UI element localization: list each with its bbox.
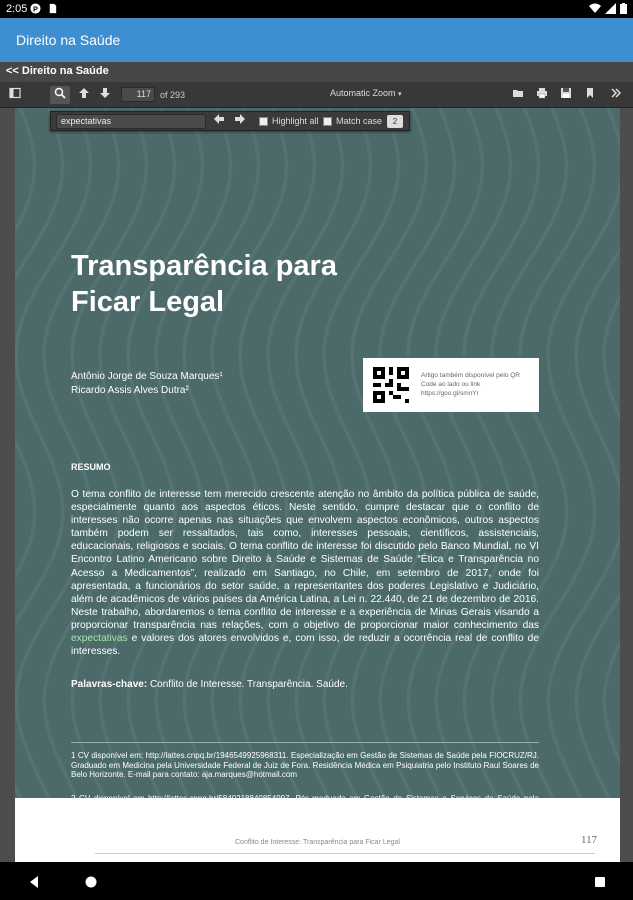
dropdown-arrow-icon: ▾ [398, 91, 402, 98]
app-notification-icon [30, 3, 41, 14]
find-button[interactable] [50, 86, 70, 104]
save-icon [560, 87, 572, 99]
qr-code-caption: Artigo também disponível pelo QR Code ao lado ou link https://goo.gl/smnYr [421, 372, 520, 397]
sidebar-toggle-button[interactable] [5, 86, 25, 104]
find-bar [50, 111, 410, 131]
page-count: of 293 [160, 90, 186, 100]
keywords-text: Conflito de Interesse. Transparência. Saúde. [147, 679, 348, 690]
sidebar-icon [9, 87, 21, 99]
highlight-all-label: Highlight all [272, 116, 319, 126]
find-input[interactable]: expectativas [56, 114, 206, 129]
open-file-button[interactable] [508, 86, 528, 104]
find-previous-button[interactable] [214, 114, 224, 127]
bookmark-button[interactable] [580, 86, 600, 104]
wifi-icon [589, 3, 601, 14]
author-1: Antônio Jorge de Souza Marques¹ [71, 371, 223, 382]
arrow-up-icon [78, 87, 90, 99]
nav-back-button[interactable] [28, 875, 40, 893]
zoom-select-value: Automatic Zoom [330, 88, 396, 98]
previous-page-button[interactable] [74, 86, 94, 104]
arrow-right-icon [235, 114, 245, 124]
app-bar [0, 18, 633, 62]
arrow-down-icon [99, 87, 111, 99]
recents-square-icon [594, 876, 606, 888]
cell-signal-icon [605, 3, 616, 14]
abstract-text [71, 488, 539, 658]
page-number-input[interactable]: 117 [121, 87, 155, 102]
keywords-label: Palavras-chave: [71, 679, 148, 690]
pdf-viewer[interactable] [0, 108, 633, 862]
author-2: Ricardo Assis Alves Dutra² [71, 385, 189, 396]
article-title-line2: Ficar Legal [71, 286, 225, 318]
sd-card-icon [47, 3, 58, 14]
pdf-page-117 [15, 108, 620, 862]
footnote-divider [71, 742, 539, 743]
search-match-highlight: expectativas [71, 633, 128, 645]
keywords [71, 679, 348, 690]
tools-button[interactable] [606, 86, 626, 104]
footnote-1: 1 CV disponível em: http://lattes.cnpq.br/1946549925968311. Especialização em Gestão de Sistemas de Saúde pela FIOCRUZ/RJ. Graduado em Medicina pela Universidade Federal de Juiz de Fora. Residência Médica em Psiquiatria pelo Instituto Raul Soares de Belo Horizonte. E-mail para contato: aja.marques@hotmail.com [71, 751, 539, 780]
wave-pattern-background [15, 108, 620, 862]
zoom-select[interactable] [330, 88, 402, 98]
system-navigation-bar [0, 862, 633, 900]
pdf-page-next [15, 798, 620, 862]
find-next-button[interactable] [235, 114, 245, 127]
next-page-running-footer: Conflito de Interesse: Transparência para Ficar Legal [235, 839, 400, 846]
printer-icon [536, 87, 548, 99]
print-button[interactable] [532, 86, 552, 104]
next-page-number: 117 [581, 834, 598, 846]
app-title: Direito na Saúde [16, 32, 121, 48]
back-triangle-icon [28, 876, 40, 888]
back-link[interactable]: << Direito na Saúde [6, 65, 109, 77]
nav-recents-button[interactable] [594, 875, 606, 893]
home-circle-icon [85, 876, 97, 888]
abstract-part-1: O tema conflito de interesse tem merecido crescente atenção no âmbito da política pública de saúde, especialmente quanto aos aspectos éticos. Neste sentido, cumpre destacar que o conflito de interesses não ocorre apenas nas situações que envolvem aspectos econômicos, outros aspectos também podem ser ressaltados, tais como, interesses pessoais, científicos, assistenciais, educacionais, religiosos e sociais. O tema conflito de interesse foi discutido pelo Banco Mundial, no VI Encontro Latino Americano sobre Direito à Saúde e Sistemas de Saúde “Ética e Transparência no Acesso a Medicamentos”, realizado em Santiago, no Chile, em setembro de 2017, onde foi apresentada, a funcionários do setor saúde, a representantes dos poderes Legislativo e Judiciário, além de acadêmicos de vários países da América Latina, a Lei n. 22.440, de 21 de dezembro de 2016. Neste trabalho, abordaremos o tema conflito de interesse e a experiência de Minas Gerais visando a proporcionar transparência nas relações, com o objetivo de proporcionar maior conhecimento das [71, 489, 539, 631]
folder-icon [512, 87, 524, 99]
match-case-label: Match case [336, 116, 383, 126]
next-page-footer-rule [95, 853, 595, 854]
search-icon [54, 87, 66, 99]
bookmark-icon [584, 87, 596, 99]
article-title-line1: Transparência para [71, 250, 337, 282]
pdf-toolbar [0, 82, 633, 108]
abstract-heading: RESUMO [71, 462, 111, 472]
battery-icon [620, 3, 627, 14]
status-bar [0, 0, 633, 18]
qr-code-icon [373, 367, 409, 403]
next-page-button[interactable] [95, 86, 115, 104]
double-chevron-right-icon [610, 87, 622, 99]
authors [71, 370, 223, 398]
nav-home-button[interactable] [85, 875, 97, 893]
article-title [71, 248, 491, 320]
status-time: 2:05 [6, 3, 28, 15]
match-count-badge: 2 [387, 115, 403, 128]
download-button[interactable] [556, 86, 576, 104]
svg-text:P: P [33, 4, 38, 14]
match-case-checkbox[interactable] [323, 117, 332, 126]
highlight-all-checkbox[interactable] [259, 117, 268, 126]
arrow-left-icon [214, 114, 224, 124]
qr-code-box [363, 358, 539, 412]
back-bar [0, 62, 633, 82]
abstract-part-2: e valores dos atores envolvidos e, com isso, de reduzir a ocorrência real de conflito de interesses. [71, 633, 539, 658]
